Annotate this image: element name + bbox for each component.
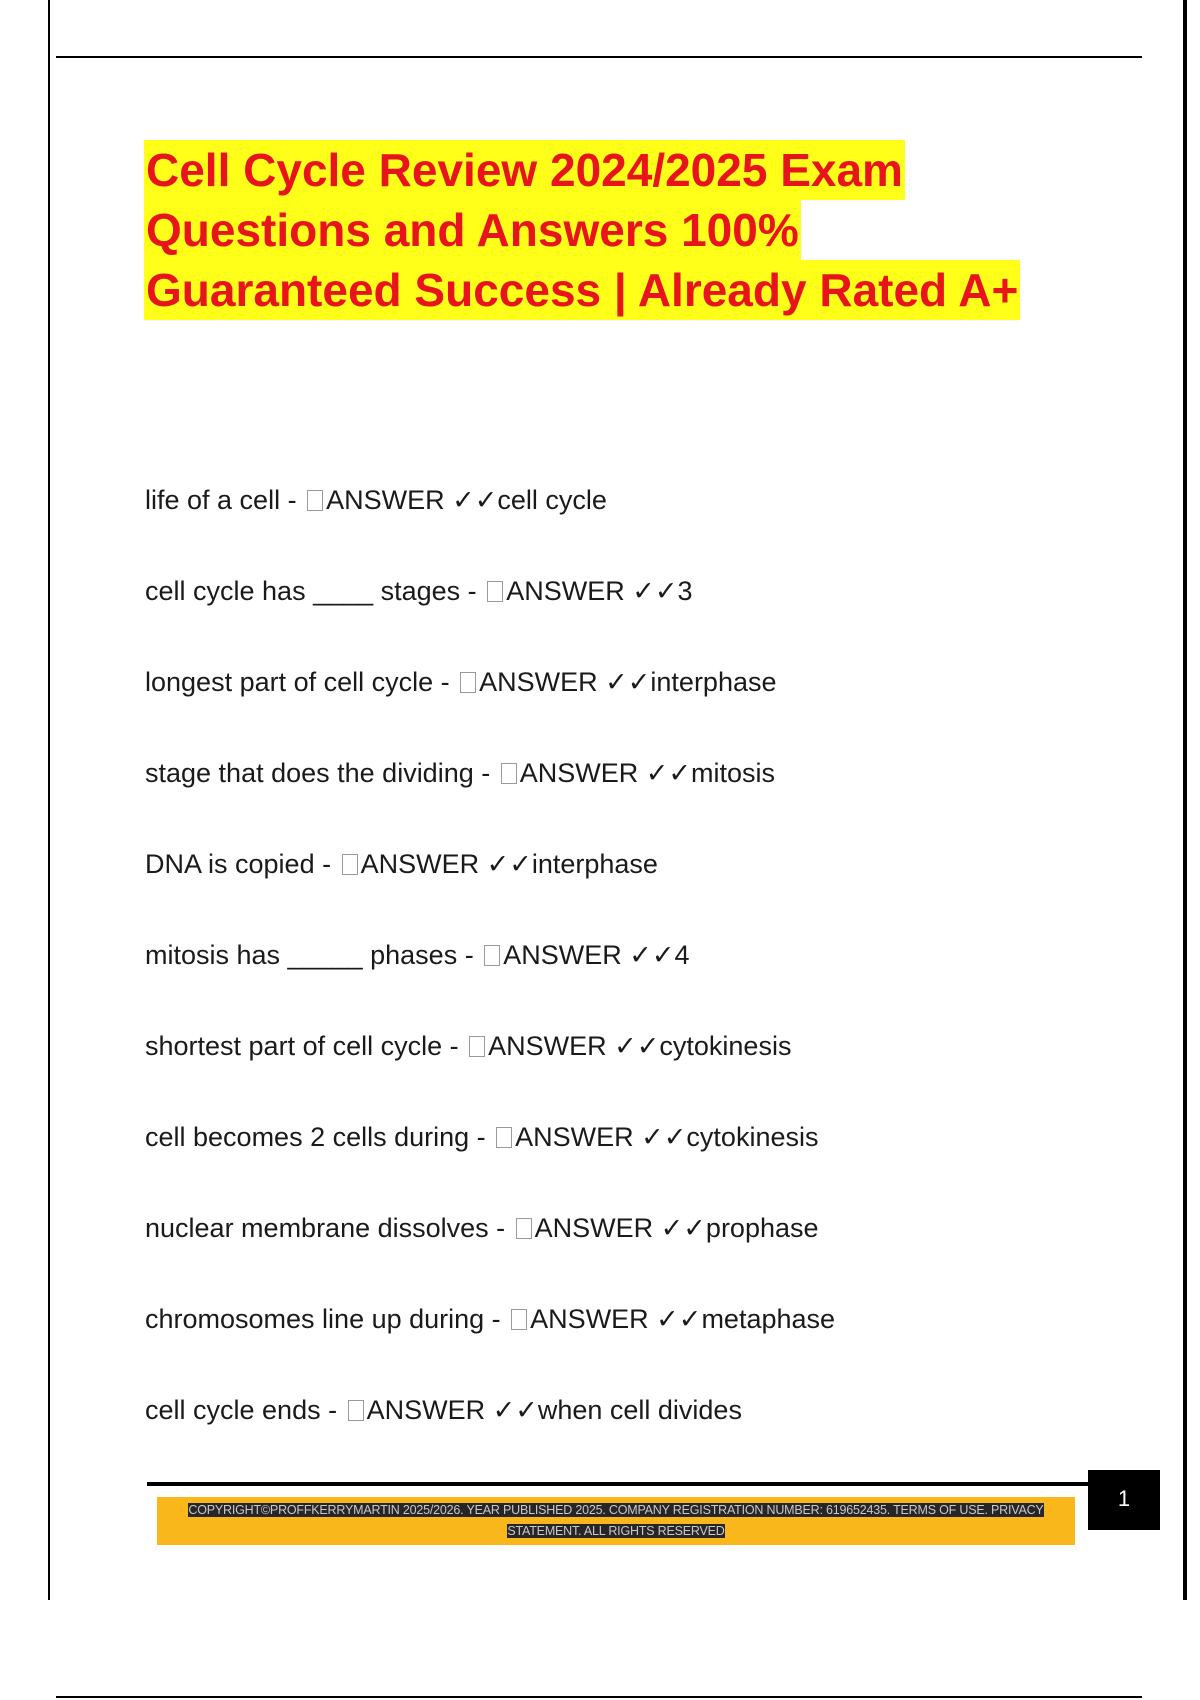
footer-rule xyxy=(147,1482,1092,1486)
page-frame-right-border xyxy=(1183,0,1187,1600)
answer-text: 4 xyxy=(674,940,690,970)
title-line-3: Guaranteed Success | Already Rated A+ xyxy=(144,260,1020,320)
qa-item xyxy=(145,753,1105,844)
missing-glyph-box-icon xyxy=(516,1218,532,1239)
question-text: life of a cell - xyxy=(145,485,305,515)
answer-marker: ANSWER ✓✓ xyxy=(503,940,675,970)
missing-glyph-box-icon xyxy=(469,1036,485,1057)
answer-marker: ANSWER ✓✓ xyxy=(515,1122,687,1152)
qa-list xyxy=(145,480,1105,1481)
missing-glyph-box-icon xyxy=(511,1309,527,1330)
answer-text: interphase xyxy=(650,667,777,697)
qa-item xyxy=(145,1299,1105,1390)
missing-glyph-box-icon xyxy=(496,1127,512,1148)
question-text: nuclear membrane dissolves - xyxy=(145,1213,513,1243)
question-text: DNA is copied - xyxy=(145,849,339,879)
footer-copyright-band xyxy=(157,1497,1075,1545)
missing-glyph-box-icon xyxy=(484,945,500,966)
answer-text: cytokinesis xyxy=(686,1122,819,1152)
page-number: 1 xyxy=(1117,1486,1131,1511)
question-text: chromosomes line up during - xyxy=(145,1304,509,1334)
question-text: shortest part of cell cycle - xyxy=(145,1031,467,1061)
qa-item xyxy=(145,1208,1105,1299)
answer-marker: ANSWER ✓✓ xyxy=(519,758,691,788)
question-text: mitosis has _____ phases - xyxy=(145,940,482,970)
answer-marker: ANSWER ✓✓ xyxy=(326,485,498,515)
question-text: cell cycle has ____ stages - xyxy=(145,576,485,606)
answer-text: when cell divides xyxy=(537,1395,742,1425)
question-text: cell becomes 2 cells during - xyxy=(145,1122,494,1152)
answer-marker: ANSWER ✓✓ xyxy=(360,849,532,879)
question-text: longest part of cell cycle - xyxy=(145,667,458,697)
answer-marker: ANSWER ✓✓ xyxy=(479,667,651,697)
missing-glyph-box-icon xyxy=(342,854,358,875)
answer-marker: ANSWER ✓✓ xyxy=(366,1395,538,1425)
page-number-box xyxy=(1088,1470,1160,1530)
answer-text: 3 xyxy=(677,576,693,606)
missing-glyph-box-icon xyxy=(348,1400,364,1421)
qa-item xyxy=(145,935,1105,1026)
answer-marker: ANSWER ✓✓ xyxy=(488,1031,660,1061)
next-page-top-rule xyxy=(56,1696,1142,1698)
answer-text: cytokinesis xyxy=(659,1031,792,1061)
footer-copyright-text: COPYRIGHT©PROFFKERRYMARTIN 2025/2026. YEAR PUBLISHED 2025. COMPANY REGISTRATION NUMBER: 619652435. TERMS OF USE. PRIVACY STATEMENT. ALL RIGHTS RESERVED xyxy=(188,1503,1044,1538)
answer-text: metaphase xyxy=(701,1304,836,1334)
title-line-2: Questions and Answers 100% xyxy=(144,200,801,260)
answer-marker: ANSWER ✓✓ xyxy=(530,1304,702,1334)
missing-glyph-box-icon xyxy=(487,581,503,602)
answer-text: cell cycle xyxy=(497,485,607,515)
answer-text: interphase xyxy=(531,849,658,879)
qa-item xyxy=(145,662,1105,753)
question-text: cell cycle ends - xyxy=(145,1395,345,1425)
qa-item xyxy=(145,571,1105,662)
missing-glyph-box-icon xyxy=(460,672,476,693)
qa-item xyxy=(145,1026,1105,1117)
header-rule xyxy=(56,56,1142,58)
page-frame-left-border xyxy=(48,0,50,1600)
title-line-1: Cell Cycle Review 2024/2025 Exam xyxy=(144,140,905,200)
answer-marker: ANSWER ✓✓ xyxy=(506,576,678,606)
missing-glyph-box-icon xyxy=(307,490,323,511)
qa-item xyxy=(145,1390,1105,1481)
footer-copyright-wrapper xyxy=(159,1497,1074,1542)
answer-marker: ANSWER ✓✓ xyxy=(534,1213,706,1243)
answer-text: mitosis xyxy=(691,758,776,788)
answer-text: prophase xyxy=(705,1213,819,1243)
qa-item xyxy=(145,480,1105,571)
missing-glyph-box-icon xyxy=(501,763,517,784)
qa-item xyxy=(145,844,1105,935)
qa-item xyxy=(145,1117,1105,1208)
question-text: stage that does the dividing - xyxy=(145,758,498,788)
document-title xyxy=(144,140,1104,320)
